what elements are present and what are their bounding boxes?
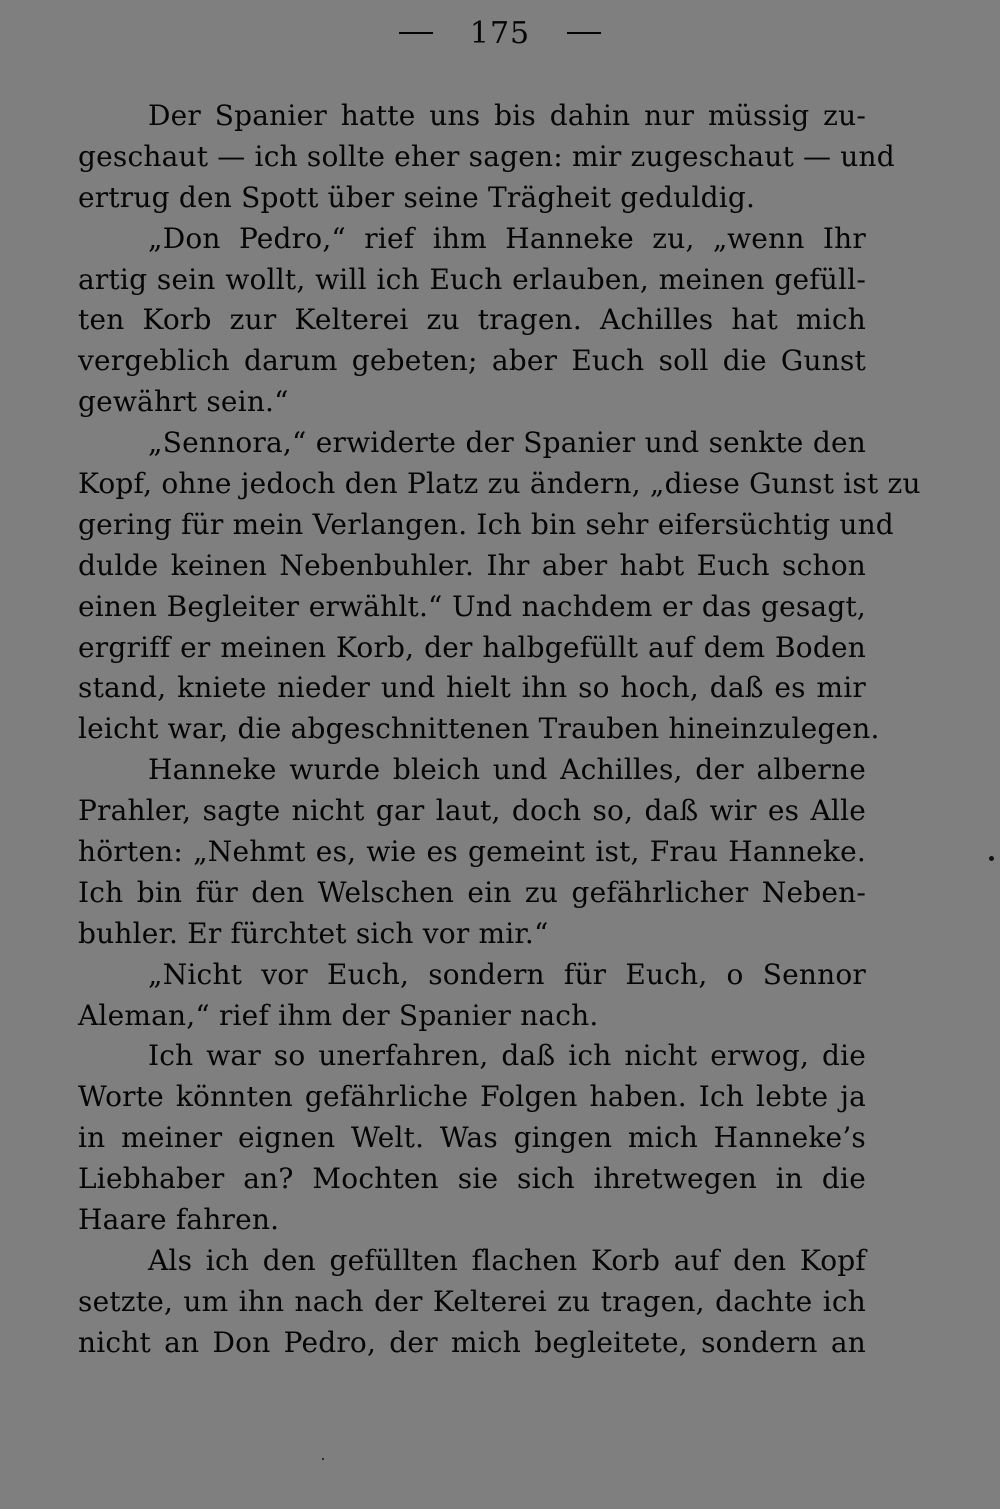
text-line: einen Begleiter erwählt.“ Und nachdem er das gesagt, (78, 589, 866, 623)
text-line: leicht war, die abgeschnittenen Trauben hineinzulegen. (78, 712, 880, 746)
text-line: ten Korb zur Kelterei zu tragen. Achilles hat mich (78, 303, 866, 337)
text-line: ertrug den Spott über seine Trägheit geduldig. (78, 180, 756, 214)
print-speck (989, 856, 994, 861)
text-line: in meiner eignen Welt. Was gingen mich Hanneke’s (78, 1121, 866, 1155)
text-line: „Sennora,“ erwiderte der Spanier und senkte den (148, 426, 866, 460)
text-line: vergeblich darum gebeten; aber Euch soll die Gunst (78, 344, 866, 378)
body-text (78, 96, 921, 1364)
text-line: Ich bin für den Welschen ein zu gefährlicher Neben- (78, 875, 866, 909)
text-line: gering für mein Verlangen. Ich bin sehr eifersüchtig und (78, 507, 894, 541)
text-line: buhler. Er fürchtet sich vor mir.“ (78, 916, 549, 950)
right-header-dash (567, 32, 601, 34)
text-line: artig sein wollt, will ich Euch erlauben, meinen gefüll- (78, 262, 866, 296)
left-header-dash (399, 32, 433, 34)
text-line: Worte könnten gefährliche Folgen haben. Ich lebte ja (78, 1080, 866, 1114)
text-line: geschaut — ich sollte eher sagen: mir zugeschaut — und (78, 139, 895, 173)
text-line: Kopf, ohne jedoch den Platz zu ändern, „diese Gunst ist zu (78, 467, 921, 501)
text-line: Der Spanier hatte uns bis dahin nur müssig zu- (148, 99, 866, 132)
page-header (0, 14, 1000, 51)
page-number: 175 (469, 15, 531, 51)
text-line: nicht an Don Pedro, der mich begleitete, sondern an (78, 1325, 866, 1359)
text-line: Aleman,“ rief ihm der Spanier nach. (78, 998, 599, 1032)
text-line: hörten: „Nehmt es, wie es gemeint ist, Frau Hanneke. (78, 835, 866, 869)
print-speck (322, 1458, 324, 1460)
text-line: ergriff er meinen Korb, der halbgefüllt auf dem Boden (78, 630, 866, 664)
text-line: setzte, um ihn nach der Kelterei zu tragen, dachte ich (78, 1284, 866, 1318)
text-line: Prahler, sagte nicht gar laut, doch so, daß wir es Alle (78, 794, 866, 828)
text-line: Liebhaber an? Mochten sie sich ihretwegen in die (78, 1162, 866, 1196)
text-line: Als ich den gefüllten flachen Korb auf den Kopf (148, 1243, 866, 1277)
text-line: stand, kniete nieder und hielt ihn so hoch, daß es mir (78, 671, 866, 705)
text-line: „Nicht vor Euch, sondern für Euch, o Sennor (148, 957, 866, 991)
text-line: dulde keinen Nebenbuhler. Ihr aber habt Euch schon (78, 548, 866, 582)
text-line: Haare fahren. (78, 1203, 280, 1237)
text-line: gewährt sein.“ (78, 385, 289, 419)
text-line: Hanneke wurde bleich und Achilles, der alberne (148, 753, 866, 787)
text-line: „Don Pedro,“ rief ihm Hanneke zu, „wenn Ihr (148, 221, 866, 255)
text-line: Ich war so unerfahren, daß ich nicht erwog, die (148, 1039, 866, 1073)
